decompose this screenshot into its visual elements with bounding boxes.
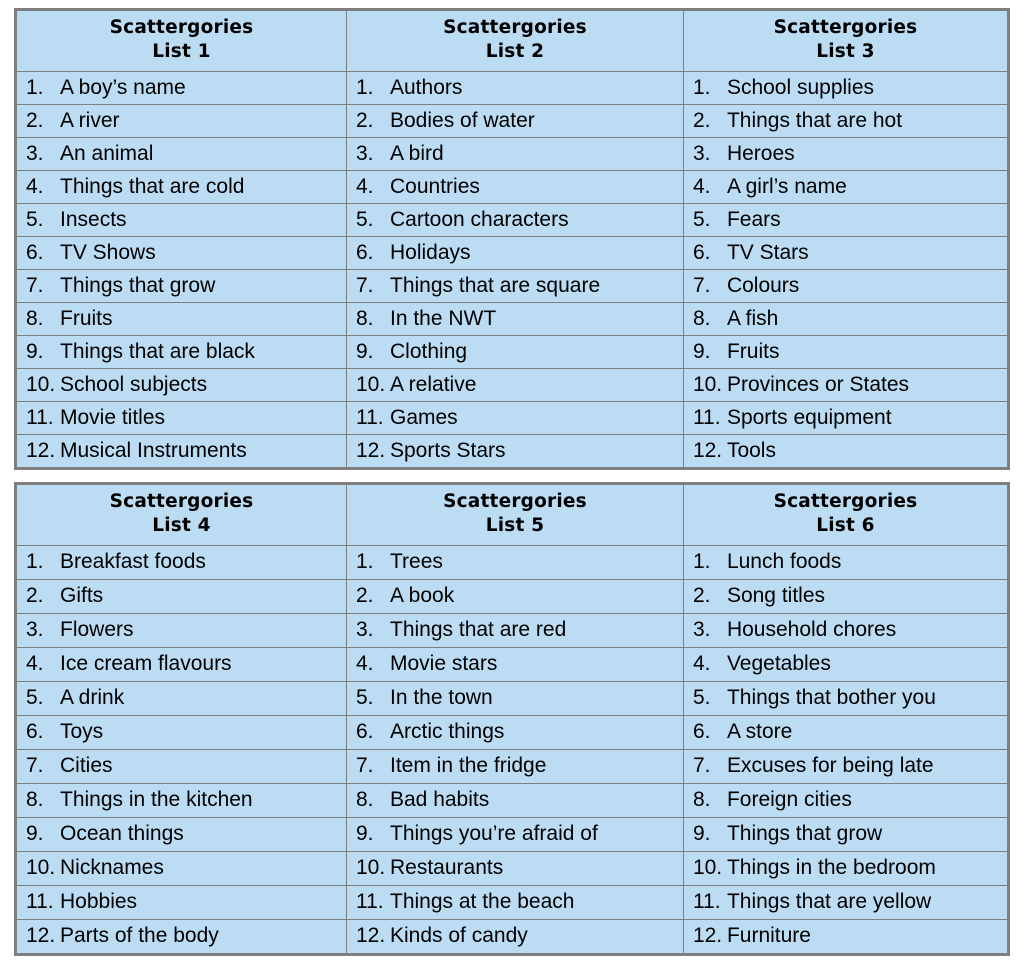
table-row <box>17 401 1008 434</box>
item-text: A relative <box>390 373 477 396</box>
list-item <box>17 335 347 368</box>
item-text: Arctic things <box>390 721 505 744</box>
item-number: 1. <box>692 551 711 574</box>
item-number: 3. <box>692 619 711 642</box>
item-text: Games <box>390 406 458 429</box>
item-text: Fears <box>726 208 781 231</box>
list-item <box>17 170 347 203</box>
item-text: Excuses for being late <box>726 755 934 778</box>
table-row <box>17 335 1008 368</box>
column-header-list-3 <box>683 11 1007 72</box>
item-text: Holidays <box>390 241 471 264</box>
item-number: 7. <box>356 755 374 778</box>
list-item <box>347 885 684 919</box>
item-number: 9. <box>356 823 374 846</box>
item-text: Fruits <box>726 340 780 363</box>
list-item <box>683 104 1007 137</box>
header-subtitle: List 1 <box>152 41 211 63</box>
item-text: Things at the beach <box>390 891 575 914</box>
item-number: 6. <box>692 721 711 744</box>
table-row <box>17 783 1008 817</box>
item-text: Furniture <box>726 925 811 948</box>
item-number: 12. <box>26 925 56 948</box>
item-number: 2. <box>692 109 711 132</box>
header-title: Scattergories <box>443 17 587 38</box>
item-text: Movie stars <box>390 653 498 676</box>
list-item <box>347 434 684 467</box>
column-header-list-5 <box>347 484 684 545</box>
list-item <box>347 783 684 817</box>
item-text: A river <box>60 109 120 132</box>
item-number: 12. <box>26 439 56 462</box>
item-number: 5. <box>692 687 711 710</box>
table-row <box>17 647 1008 681</box>
list-item <box>683 715 1007 749</box>
item-text: Bad habits <box>390 789 490 812</box>
item-text: Cartoon characters <box>390 208 569 231</box>
item-number: 8. <box>692 789 711 812</box>
list-item <box>683 368 1007 401</box>
lists-1-3-table <box>16 10 1008 468</box>
item-number: 5. <box>26 687 44 710</box>
table-row <box>17 749 1008 783</box>
list-item <box>17 434 347 467</box>
list-item <box>347 368 684 401</box>
list-item <box>17 545 347 579</box>
item-text: Nicknames <box>60 857 164 880</box>
list-item <box>17 104 347 137</box>
item-text: Restaurants <box>390 857 504 880</box>
item-number: 9. <box>26 340 44 363</box>
list-item <box>347 401 684 434</box>
list-item <box>683 647 1007 681</box>
list-item <box>17 203 347 236</box>
list-item <box>347 335 684 368</box>
item-text: A girl’s name <box>726 175 847 198</box>
item-number: 10. <box>356 857 386 880</box>
item-number: 2. <box>692 585 711 608</box>
table-row <box>17 851 1008 885</box>
item-number: 3. <box>356 619 374 642</box>
item-number: 1. <box>356 76 374 99</box>
item-text: In the NWT <box>390 307 497 330</box>
item-number: 7. <box>692 755 711 778</box>
table-header-row <box>17 11 1008 72</box>
item-text: Countries <box>390 175 480 198</box>
item-text: Fruits <box>60 307 113 330</box>
column-header-list-2 <box>347 11 684 72</box>
list-item <box>17 749 347 783</box>
item-number: 11. <box>356 406 384 429</box>
list-item <box>683 71 1007 104</box>
table-header-row <box>17 484 1008 545</box>
list-item <box>347 647 684 681</box>
table-row <box>17 885 1008 919</box>
header-title: Scattergories <box>109 490 254 512</box>
item-number: 4. <box>692 653 711 676</box>
item-text: In the town <box>390 687 493 710</box>
item-number: 2. <box>26 109 44 132</box>
list-item <box>17 715 347 749</box>
item-number: 8. <box>26 789 44 812</box>
header-title: Scattergories <box>773 17 918 38</box>
item-number: 12. <box>692 439 723 462</box>
item-text: Cities <box>60 755 113 778</box>
item-text: Ocean things <box>60 823 184 846</box>
item-text: Toys <box>60 721 104 744</box>
table-row <box>17 71 1008 104</box>
item-text: An animal <box>60 142 154 165</box>
item-text: A boy’s name <box>60 76 186 99</box>
item-text: Things that are yellow <box>726 891 932 914</box>
list-item <box>347 236 684 269</box>
item-number: 6. <box>356 241 374 264</box>
table-row <box>17 434 1008 467</box>
item-number: 9. <box>692 823 711 846</box>
item-number: 9. <box>356 340 374 363</box>
list-item <box>17 302 347 335</box>
item-text: A fish <box>726 307 779 330</box>
item-text: Trees <box>390 551 443 574</box>
item-text: Kinds of candy <box>390 925 528 948</box>
item-text: Insects <box>60 208 127 231</box>
item-text: Tools <box>726 439 776 462</box>
list-item <box>17 681 347 715</box>
item-number: 10. <box>26 373 56 396</box>
item-number: 3. <box>26 619 44 642</box>
header-subtitle: List 3 <box>816 41 875 63</box>
list-item <box>347 749 684 783</box>
table-row <box>17 170 1008 203</box>
list-item <box>683 749 1007 783</box>
item-number: 11. <box>692 891 721 914</box>
lists-4-6-table <box>16 484 1008 954</box>
item-text: Things in the kitchen <box>60 789 253 812</box>
list-item <box>347 851 684 885</box>
item-text: Movie titles <box>60 406 166 429</box>
list-item <box>17 269 347 302</box>
item-number: 1. <box>356 551 374 574</box>
item-text: Item in the fridge <box>390 755 547 778</box>
list-item <box>347 919 684 953</box>
table-row <box>17 368 1008 401</box>
item-text: Hobbies <box>60 891 138 914</box>
list-item <box>17 579 347 613</box>
item-text: Things that are black <box>60 340 255 363</box>
item-number: 8. <box>26 307 44 330</box>
table-row <box>17 104 1008 137</box>
column-header-list-1 <box>17 11 347 72</box>
list-item <box>17 236 347 269</box>
header-subtitle: List 6 <box>816 515 875 537</box>
item-number: 1. <box>692 76 711 99</box>
item-number: 5. <box>26 208 44 231</box>
list-item <box>683 302 1007 335</box>
item-number: 9. <box>692 340 711 363</box>
header-subtitle: List 5 <box>485 515 545 537</box>
item-number: 12. <box>692 925 723 948</box>
list-item <box>17 783 347 817</box>
table-row <box>17 579 1008 613</box>
item-text: Sports equipment <box>726 406 892 429</box>
item-number: 11. <box>26 891 54 914</box>
item-number: 3. <box>356 142 374 165</box>
item-number: 4. <box>356 175 374 198</box>
item-text: School subjects <box>60 373 208 396</box>
item-number: 2. <box>356 585 374 608</box>
item-text: School supplies <box>726 76 875 99</box>
item-text: Things that are hot <box>726 109 903 132</box>
item-number: 8. <box>356 789 374 812</box>
item-number: 1. <box>26 551 44 574</box>
column-header-list-6 <box>683 484 1007 545</box>
list-item <box>347 579 684 613</box>
list-item <box>347 613 684 647</box>
list-item <box>683 236 1007 269</box>
header-title: Scattergories <box>443 490 587 512</box>
list-item <box>347 71 684 104</box>
item-number: 6. <box>26 241 44 264</box>
item-number: 10. <box>692 373 723 396</box>
table-row <box>17 715 1008 749</box>
item-number: 4. <box>26 653 44 676</box>
list-item <box>347 302 684 335</box>
item-text: Household chores <box>726 619 897 642</box>
item-number: 4. <box>26 175 44 198</box>
item-text: Colours <box>726 274 800 297</box>
item-number: 11. <box>26 406 54 429</box>
list-item <box>17 885 347 919</box>
list-item <box>683 170 1007 203</box>
scattergories-table-1 <box>14 8 1010 470</box>
header-title: Scattergories <box>773 490 918 512</box>
item-number: 10. <box>356 373 386 396</box>
list-item <box>683 783 1007 817</box>
item-text: Things that are cold <box>60 175 245 198</box>
list-item <box>347 681 684 715</box>
list-item <box>17 851 347 885</box>
item-text: Breakfast foods <box>60 551 206 574</box>
list-item <box>347 545 684 579</box>
item-number: 7. <box>692 274 711 297</box>
item-text: Ice cream flavours <box>60 653 232 676</box>
item-number: 12. <box>356 925 386 948</box>
item-text: A bird <box>390 142 444 165</box>
header-title: Scattergories <box>109 17 254 38</box>
item-text: Clothing <box>390 340 468 363</box>
item-text: TV Shows <box>60 241 156 264</box>
list-item <box>17 137 347 170</box>
list-item <box>683 919 1007 953</box>
list-item <box>683 851 1007 885</box>
item-text: Things you’re afraid of <box>390 823 598 846</box>
item-number: 6. <box>356 721 374 744</box>
list-item <box>17 368 347 401</box>
item-text: Musical Instruments <box>60 439 247 462</box>
list-item <box>683 137 1007 170</box>
table-row <box>17 919 1008 953</box>
item-number: 2. <box>356 109 374 132</box>
table-row <box>17 681 1008 715</box>
item-number: 8. <box>692 307 711 330</box>
table-row <box>17 302 1008 335</box>
item-number: 4. <box>692 175 711 198</box>
table-row <box>17 203 1008 236</box>
item-text: Parts of the body <box>60 925 219 948</box>
item-text: A drink <box>60 687 125 710</box>
list-item <box>347 104 684 137</box>
table-row <box>17 545 1008 579</box>
item-number: 5. <box>356 687 374 710</box>
header-subtitle: List 2 <box>485 41 545 63</box>
item-number: 2. <box>26 585 44 608</box>
item-number: 9. <box>26 823 44 846</box>
item-text: Things in the bedroom <box>726 857 936 880</box>
list-item <box>347 269 684 302</box>
list-item <box>683 335 1007 368</box>
item-text: A book <box>390 585 455 608</box>
item-text: Things that are square <box>390 274 601 297</box>
item-number: 4. <box>356 653 374 676</box>
item-text: Flowers <box>60 619 134 642</box>
item-text: Authors <box>390 76 463 99</box>
item-text: A store <box>726 721 793 744</box>
table-row <box>17 613 1008 647</box>
item-text: Provinces or States <box>726 373 910 396</box>
item-number: 3. <box>26 142 44 165</box>
list-item <box>683 885 1007 919</box>
item-number: 7. <box>356 274 374 297</box>
item-text: Song titles <box>726 585 825 608</box>
item-number: 5. <box>356 208 374 231</box>
table-row <box>17 137 1008 170</box>
item-text: Things that grow <box>60 274 216 297</box>
item-text: Gifts <box>60 585 104 608</box>
list-item <box>347 203 684 236</box>
item-text: Lunch foods <box>726 551 842 574</box>
item-number: 8. <box>356 307 374 330</box>
list-item <box>683 817 1007 851</box>
item-number: 11. <box>356 891 384 914</box>
item-number: 1. <box>26 76 44 99</box>
item-number: 10. <box>26 857 56 880</box>
list-item <box>683 203 1007 236</box>
list-item <box>17 817 347 851</box>
list-item <box>347 817 684 851</box>
scattergories-table-2 <box>14 482 1010 956</box>
list-item <box>683 681 1007 715</box>
item-text: TV Stars <box>726 241 809 264</box>
item-number: 6. <box>692 241 711 264</box>
list-item <box>347 715 684 749</box>
table-row <box>17 269 1008 302</box>
item-text: Heroes <box>726 142 795 165</box>
item-number: 3. <box>692 142 711 165</box>
table-row <box>17 236 1008 269</box>
item-number: 11. <box>692 406 721 429</box>
item-text: Things that are red <box>390 619 567 642</box>
column-header-list-4 <box>17 484 347 545</box>
list-item <box>347 170 684 203</box>
list-item <box>347 137 684 170</box>
item-text: Things that grow <box>726 823 883 846</box>
item-number: 10. <box>692 857 723 880</box>
list-item <box>17 919 347 953</box>
table-row <box>17 817 1008 851</box>
item-text: Bodies of water <box>390 109 535 132</box>
item-number: 12. <box>356 439 386 462</box>
item-text: Foreign cities <box>726 789 852 812</box>
list-item <box>683 579 1007 613</box>
list-item <box>17 71 347 104</box>
item-number: 6. <box>26 721 44 744</box>
list-item <box>683 613 1007 647</box>
header-subtitle: List 4 <box>152 515 211 537</box>
item-number: 7. <box>26 755 44 778</box>
list-item <box>683 434 1007 467</box>
item-text: Sports Stars <box>390 439 506 462</box>
list-item <box>17 401 347 434</box>
list-item <box>17 613 347 647</box>
list-item <box>17 647 347 681</box>
list-item <box>683 545 1007 579</box>
item-text: Vegetables <box>726 653 831 676</box>
item-text: Things that bother you <box>726 687 936 710</box>
list-item <box>683 401 1007 434</box>
list-item <box>683 269 1007 302</box>
item-number: 7. <box>26 274 44 297</box>
item-number: 5. <box>692 208 711 231</box>
